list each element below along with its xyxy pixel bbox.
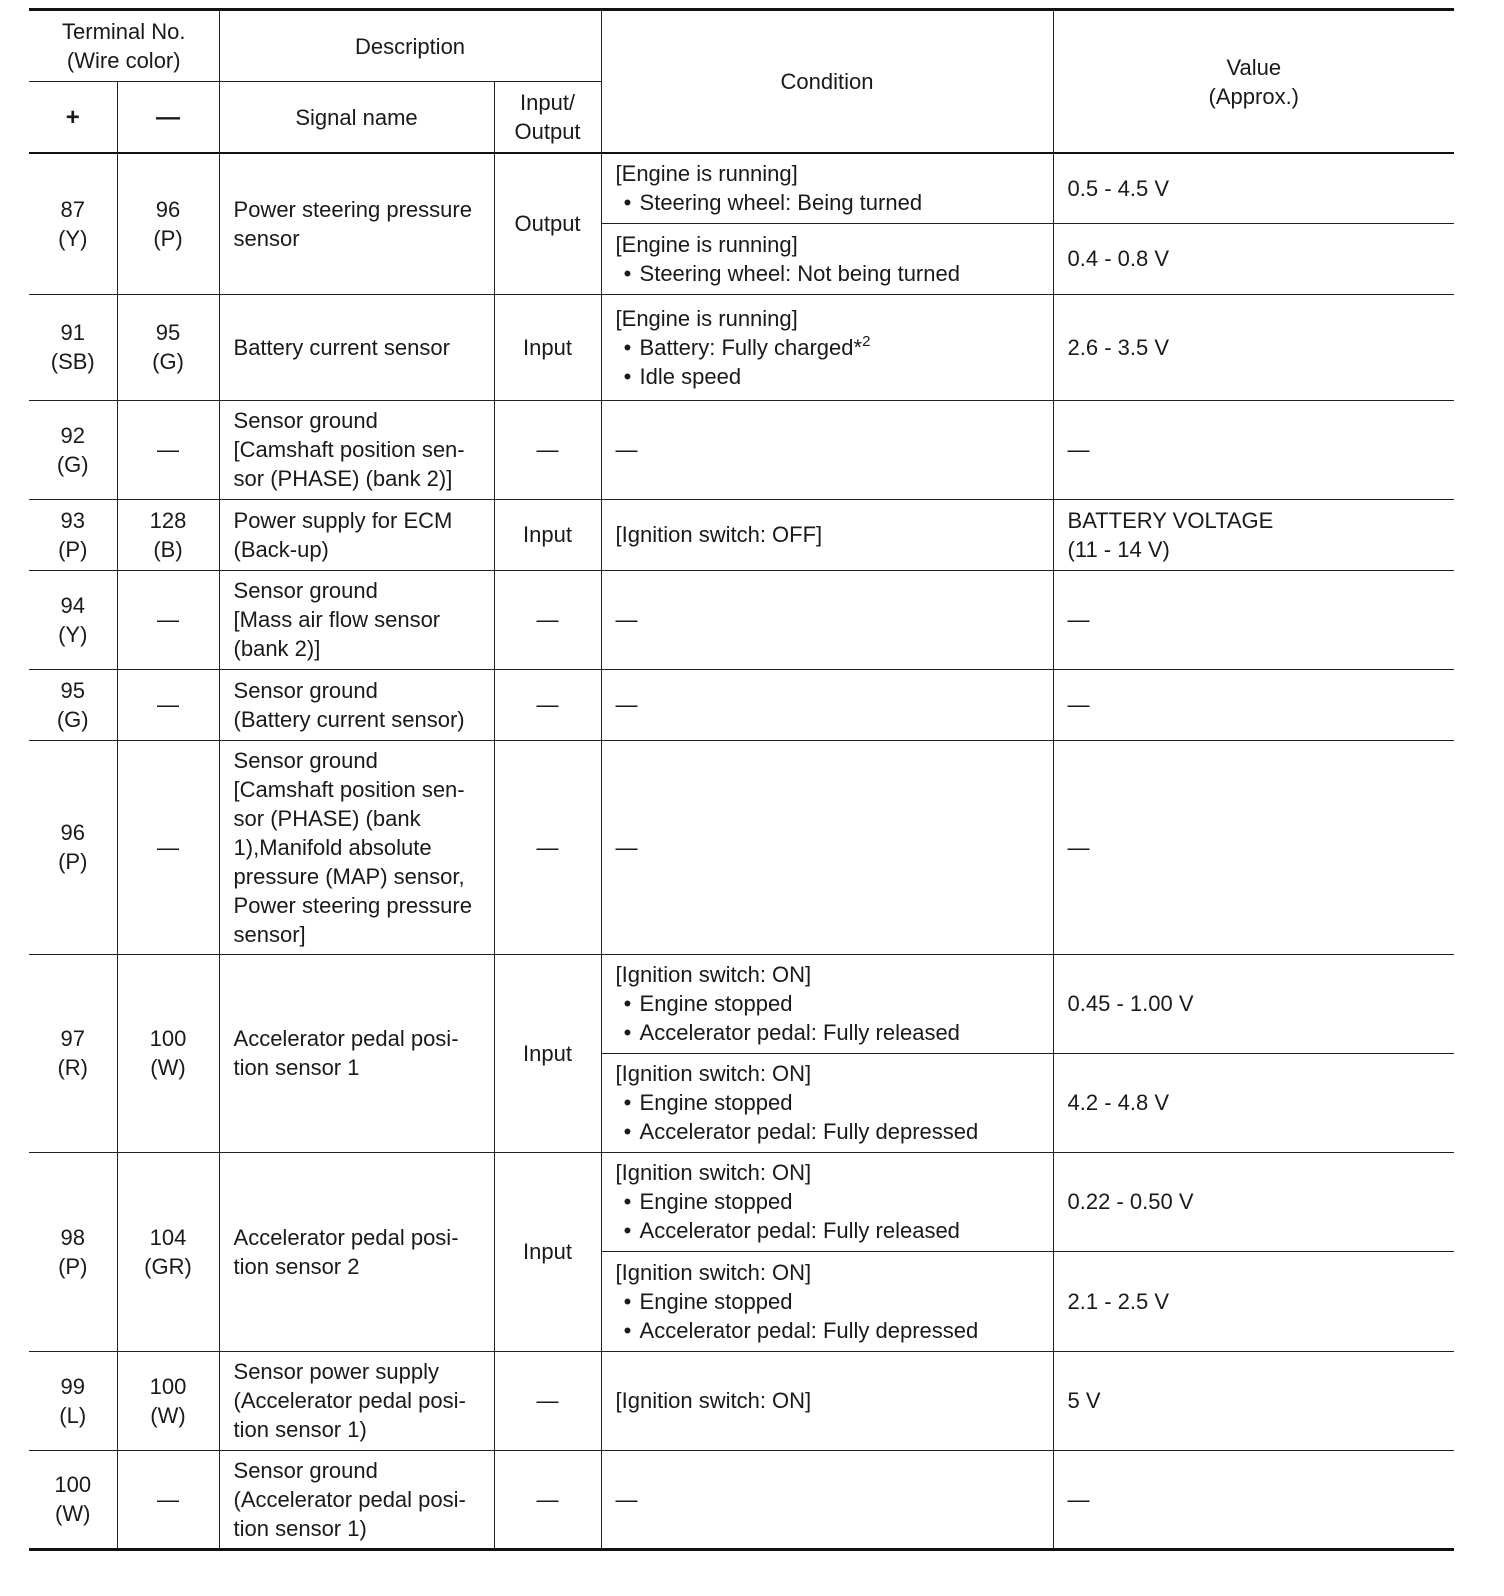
text-line: — bbox=[1067, 437, 1090, 462]
condition-cell bbox=[601, 1152, 1053, 1251]
text-line: Power steering pressure bbox=[233, 196, 472, 222]
text-line: (G) bbox=[56, 451, 89, 477]
text-line: (L) bbox=[59, 1402, 87, 1428]
text-line: — bbox=[157, 692, 179, 717]
signal-name-cell bbox=[219, 669, 494, 740]
text-line: 93 bbox=[60, 507, 85, 533]
condition-bullet-text: Engine stopped bbox=[639, 1090, 793, 1115]
condition-bullet bbox=[616, 333, 1039, 362]
signal-name-header: Signal name bbox=[219, 82, 494, 154]
plus-terminal-cell bbox=[29, 669, 117, 740]
text-line: (P) bbox=[58, 536, 88, 562]
condition-head: [Engine is running] bbox=[615, 161, 798, 187]
text-line: Power steering pressure bbox=[233, 892, 472, 918]
condition-bullet bbox=[616, 989, 1039, 1018]
condition-bullet-text: Engine stopped bbox=[639, 1189, 793, 1214]
text-line: 2.1 - 2.5 V bbox=[1067, 1288, 1170, 1314]
text-line: 104 bbox=[149, 1224, 187, 1250]
text-line: (P) bbox=[58, 1253, 88, 1279]
text-line: 2.6 - 3.5 V bbox=[1067, 334, 1170, 360]
ecm-terminal-table bbox=[29, 8, 1454, 1551]
condition-bullet-text: Engine stopped bbox=[639, 991, 793, 1016]
terminal-row bbox=[29, 954, 1454, 1053]
condition-head: [Engine is running] bbox=[615, 231, 798, 257]
text-line: 96 bbox=[60, 820, 85, 845]
terminal-no-header: Terminal No. (Wire color) bbox=[29, 10, 219, 82]
footnote-marker: 2 bbox=[862, 332, 871, 350]
text-line: [Camshaft position sen- bbox=[233, 776, 465, 802]
value-cell bbox=[1053, 153, 1454, 223]
text-line: Sensor ground bbox=[233, 408, 378, 433]
text-line: 128 bbox=[149, 507, 187, 533]
condition-cell bbox=[601, 570, 1053, 669]
input-output-cell: Input bbox=[494, 294, 601, 400]
condition-bullet bbox=[616, 1187, 1039, 1216]
terminal-row bbox=[29, 499, 1454, 570]
text-line: (Y) bbox=[58, 225, 88, 251]
minus-terminal-cell bbox=[117, 570, 219, 669]
condition-cell bbox=[601, 400, 1053, 499]
terminal-row bbox=[29, 1152, 1454, 1251]
condition-head: — bbox=[615, 692, 638, 717]
text-line: (W) bbox=[150, 1055, 186, 1080]
terminal-row bbox=[29, 294, 1454, 400]
bullet-dot-icon: • bbox=[623, 1288, 632, 1314]
text-line: — bbox=[1067, 1486, 1090, 1512]
value-cell bbox=[1053, 740, 1454, 954]
text-line: tion sensor 1) bbox=[233, 1515, 367, 1541]
text-line: 91 bbox=[60, 320, 85, 345]
minus-terminal-cell bbox=[117, 400, 219, 499]
input-output-cell: Input bbox=[494, 499, 601, 570]
input-output-cell: — bbox=[494, 669, 601, 740]
text-line: — bbox=[157, 437, 179, 462]
bullet-dot-icon: • bbox=[623, 363, 632, 389]
signal-name-cell bbox=[219, 400, 494, 499]
input-output-cell: — bbox=[494, 570, 601, 669]
text-line: (Battery current sensor) bbox=[233, 706, 465, 732]
text-line: (W) bbox=[150, 1402, 186, 1428]
value-cell bbox=[1053, 294, 1454, 400]
text-line: 5 V bbox=[1067, 1388, 1101, 1413]
plus-terminal-cell bbox=[29, 570, 117, 669]
condition-head: [Ignition switch: ON] bbox=[615, 1061, 812, 1086]
condition-head: [Ignition switch: OFF] bbox=[615, 522, 823, 547]
text-line: (Y) bbox=[58, 621, 88, 647]
plus-terminal-cell bbox=[29, 153, 117, 294]
text-line: (Accelerator pedal posi- bbox=[233, 1486, 466, 1512]
text-line: 0.5 - 4.5 V bbox=[1067, 175, 1170, 201]
text-line: (GR) bbox=[144, 1253, 192, 1279]
condition-head: — bbox=[615, 607, 638, 632]
table-header bbox=[29, 10, 1454, 154]
condition-cell bbox=[601, 153, 1053, 223]
plus-terminal-cell bbox=[29, 1351, 117, 1450]
value-cell bbox=[1053, 1152, 1454, 1251]
condition-bullet bbox=[616, 1216, 1039, 1245]
text-line: (P) bbox=[58, 849, 88, 874]
text-line: sensor] bbox=[233, 921, 306, 947]
text-line: — bbox=[157, 834, 179, 860]
text-line: (P) bbox=[153, 225, 183, 251]
text-line: 100 bbox=[149, 1026, 187, 1051]
minus-terminal-cell bbox=[117, 1152, 219, 1351]
plus-terminal-cell bbox=[29, 294, 117, 400]
plus-terminal-cell bbox=[29, 400, 117, 499]
condition-header: Condition bbox=[601, 10, 1053, 154]
input-output-cell: — bbox=[494, 1450, 601, 1549]
plus-terminal-cell bbox=[29, 499, 117, 570]
condition-head: — bbox=[615, 437, 638, 462]
text-line: tion sensor 2 bbox=[233, 1253, 360, 1279]
condition-bullet-text: Steering wheel: Being turned bbox=[639, 190, 923, 216]
signal-name-cell bbox=[219, 1152, 494, 1351]
condition-cell bbox=[601, 1053, 1053, 1152]
input-output-cell: — bbox=[494, 400, 601, 499]
condition-bullet-text: Accelerator pedal: Fully released bbox=[639, 1218, 960, 1243]
condition-bullet-text: Battery: Fully charged* bbox=[639, 334, 863, 360]
plus-terminal-cell bbox=[29, 740, 117, 954]
signal-name-cell bbox=[219, 1450, 494, 1549]
plus-terminal-header: + bbox=[29, 82, 117, 154]
signal-name-cell bbox=[219, 954, 494, 1152]
condition-bullet bbox=[616, 1088, 1039, 1117]
condition-cell bbox=[601, 294, 1053, 400]
text-line: pressure (MAP) sensor, bbox=[233, 863, 465, 889]
signal-name-cell bbox=[219, 499, 494, 570]
condition-cell bbox=[601, 1351, 1053, 1450]
value-cell bbox=[1053, 669, 1454, 740]
text-line: 0.4 - 0.8 V bbox=[1067, 246, 1170, 271]
minus-terminal-cell bbox=[117, 1450, 219, 1549]
plus-terminal-cell bbox=[29, 1450, 117, 1549]
text-line: — bbox=[157, 1486, 179, 1512]
condition-bullet-text: Accelerator pedal: Fully depressed bbox=[639, 1119, 979, 1144]
condition-head: — bbox=[615, 1486, 638, 1512]
text-line: 4.2 - 4.8 V bbox=[1067, 1090, 1170, 1115]
text-line: — bbox=[157, 607, 179, 632]
text-line: — bbox=[1067, 834, 1090, 860]
text-line: (G) bbox=[56, 706, 89, 732]
condition-bullet-text: Accelerator pedal: Fully released bbox=[639, 1020, 960, 1045]
text-line: (SB) bbox=[50, 349, 95, 374]
condition-bullet-text: Idle speed bbox=[639, 363, 742, 389]
minus-terminal-cell bbox=[117, 294, 219, 400]
minus-terminal-header: — bbox=[117, 82, 219, 154]
bullet-dot-icon: • bbox=[623, 1119, 632, 1144]
text-line: sor (PHASE) (bank 2)] bbox=[233, 466, 453, 491]
text-line: Accelerator pedal posi- bbox=[233, 1224, 459, 1250]
text-line: 96 bbox=[155, 196, 181, 222]
condition-head: [Ignition switch: ON] bbox=[615, 1259, 812, 1285]
bullet-dot-icon: • bbox=[623, 1090, 632, 1115]
condition-cell bbox=[601, 499, 1053, 570]
condition-cell bbox=[601, 740, 1053, 954]
bullet-dot-icon: • bbox=[623, 260, 632, 286]
value-cell bbox=[1053, 1053, 1454, 1152]
condition-cell bbox=[601, 1450, 1053, 1549]
input-output-cell: Output bbox=[494, 153, 601, 294]
text-line: (W) bbox=[55, 1501, 91, 1526]
condition-bullet bbox=[616, 1018, 1039, 1047]
text-line: 99 bbox=[60, 1373, 85, 1399]
terminal-row bbox=[29, 1450, 1454, 1549]
text-line: 87 bbox=[60, 196, 85, 222]
minus-terminal-cell bbox=[117, 669, 219, 740]
text-line: Sensor ground bbox=[233, 677, 378, 703]
text-line: 0.22 - 0.50 V bbox=[1067, 1189, 1194, 1214]
minus-terminal-cell bbox=[117, 954, 219, 1152]
text-line: 92 bbox=[60, 422, 85, 448]
terminal-row bbox=[29, 400, 1454, 499]
condition-bullet bbox=[616, 188, 1039, 217]
text-line: (Accelerator pedal posi- bbox=[233, 1388, 466, 1413]
value-cell bbox=[1053, 954, 1454, 1053]
condition-bullet-text: Accelerator pedal: Fully depressed bbox=[639, 1317, 979, 1343]
text-line: 94 bbox=[60, 592, 85, 618]
text-line: 95 bbox=[60, 677, 85, 703]
condition-bullet bbox=[616, 362, 1039, 391]
input-output-header: Input/ Output bbox=[494, 82, 601, 154]
input-output-cell: Input bbox=[494, 954, 601, 1152]
text-line: 0.45 - 1.00 V bbox=[1067, 991, 1194, 1016]
condition-cell bbox=[601, 954, 1053, 1053]
plus-terminal-cell bbox=[29, 1152, 117, 1351]
text-line: — bbox=[1067, 607, 1090, 632]
text-line: Sensor power supply bbox=[233, 1359, 439, 1384]
text-line: 98 bbox=[60, 1224, 85, 1250]
condition-cell bbox=[601, 669, 1053, 740]
table-body bbox=[29, 153, 1454, 1549]
condition-bullet bbox=[616, 259, 1039, 288]
description-header: Description bbox=[219, 10, 601, 82]
condition-head: [Ignition switch: ON] bbox=[615, 962, 812, 987]
text-line: Sensor ground bbox=[233, 1457, 378, 1483]
minus-terminal-cell bbox=[117, 1351, 219, 1450]
value-cell bbox=[1053, 1251, 1454, 1351]
text-line: Sensor ground bbox=[233, 747, 378, 773]
condition-cell bbox=[601, 223, 1053, 294]
condition-bullet bbox=[616, 1316, 1039, 1345]
signal-name-cell bbox=[219, 570, 494, 669]
bullet-dot-icon: • bbox=[623, 1218, 632, 1243]
signal-name-cell bbox=[219, 740, 494, 954]
text-line: 100 bbox=[54, 1472, 92, 1497]
text-line: [Camshaft position sen- bbox=[233, 437, 465, 462]
value-cell bbox=[1053, 223, 1454, 294]
signal-name-cell bbox=[219, 1351, 494, 1450]
text-line: (Back-up) bbox=[233, 536, 329, 562]
bullet-dot-icon: • bbox=[623, 1317, 632, 1343]
text-line: Sensor ground bbox=[233, 578, 378, 603]
bullet-dot-icon: • bbox=[623, 1189, 632, 1214]
condition-head: [Ignition switch: ON] bbox=[615, 1388, 812, 1413]
condition-head: — bbox=[615, 834, 638, 860]
bullet-dot-icon: • bbox=[623, 991, 632, 1016]
terminal-row bbox=[29, 669, 1454, 740]
text-line: sor (PHASE) (bank bbox=[233, 805, 421, 831]
text-line: Battery current sensor bbox=[233, 334, 450, 360]
signal-name-cell bbox=[219, 294, 494, 400]
bullet-dot-icon: • bbox=[623, 1020, 632, 1045]
text-line: (G) bbox=[152, 349, 184, 374]
text-line: 95 bbox=[155, 320, 181, 345]
text-line: Power supply for ECM bbox=[233, 507, 453, 533]
text-line: 97 bbox=[60, 1026, 85, 1051]
text-line: [Mass air flow sensor bbox=[233, 607, 441, 632]
condition-bullet bbox=[616, 1287, 1039, 1316]
bullet-dot-icon: • bbox=[623, 190, 632, 216]
terminal-row bbox=[29, 740, 1454, 954]
text-line: 100 bbox=[149, 1373, 187, 1399]
text-line: sensor bbox=[233, 225, 300, 251]
text-line: Accelerator pedal posi- bbox=[233, 1026, 459, 1051]
text-line: tion sensor 1) bbox=[233, 1417, 367, 1442]
condition-head: [Ignition switch: ON] bbox=[615, 1160, 812, 1185]
terminal-row bbox=[29, 153, 1454, 223]
value-cell bbox=[1053, 570, 1454, 669]
minus-terminal-cell bbox=[117, 499, 219, 570]
minus-terminal-cell bbox=[117, 740, 219, 954]
terminal-row bbox=[29, 1351, 1454, 1450]
value-cell bbox=[1053, 400, 1454, 499]
value-header: Value (Approx.) bbox=[1053, 10, 1454, 154]
condition-bullet-text: Steering wheel: Not being turned bbox=[639, 260, 960, 286]
input-output-cell: — bbox=[494, 1351, 601, 1450]
value-cell bbox=[1053, 1351, 1454, 1450]
text-line: (11 - 14 V) bbox=[1067, 536, 1170, 562]
value-cell bbox=[1053, 499, 1454, 570]
value-cell bbox=[1053, 1450, 1454, 1549]
text-line: (bank 2)] bbox=[233, 636, 321, 661]
text-line: tion sensor 1 bbox=[233, 1055, 360, 1080]
text-line: (B) bbox=[153, 536, 183, 562]
terminal-row bbox=[29, 570, 1454, 669]
condition-head: [Engine is running] bbox=[615, 305, 798, 331]
bullet-dot-icon: • bbox=[623, 334, 632, 360]
condition-cell bbox=[601, 1251, 1053, 1351]
text-line: (R) bbox=[57, 1055, 89, 1080]
minus-terminal-cell bbox=[117, 153, 219, 294]
condition-bullet-text: Engine stopped bbox=[639, 1288, 793, 1314]
terminal-spec-page bbox=[29, 8, 1454, 1551]
input-output-cell: — bbox=[494, 740, 601, 954]
text-line: BATTERY VOLTAGE bbox=[1067, 507, 1274, 533]
text-line: 1),Manifold absolute bbox=[233, 834, 432, 860]
text-line: — bbox=[1067, 692, 1090, 717]
condition-bullet bbox=[616, 1117, 1039, 1146]
signal-name-cell bbox=[219, 153, 494, 294]
input-output-cell: Input bbox=[494, 1152, 601, 1351]
plus-terminal-cell bbox=[29, 954, 117, 1152]
